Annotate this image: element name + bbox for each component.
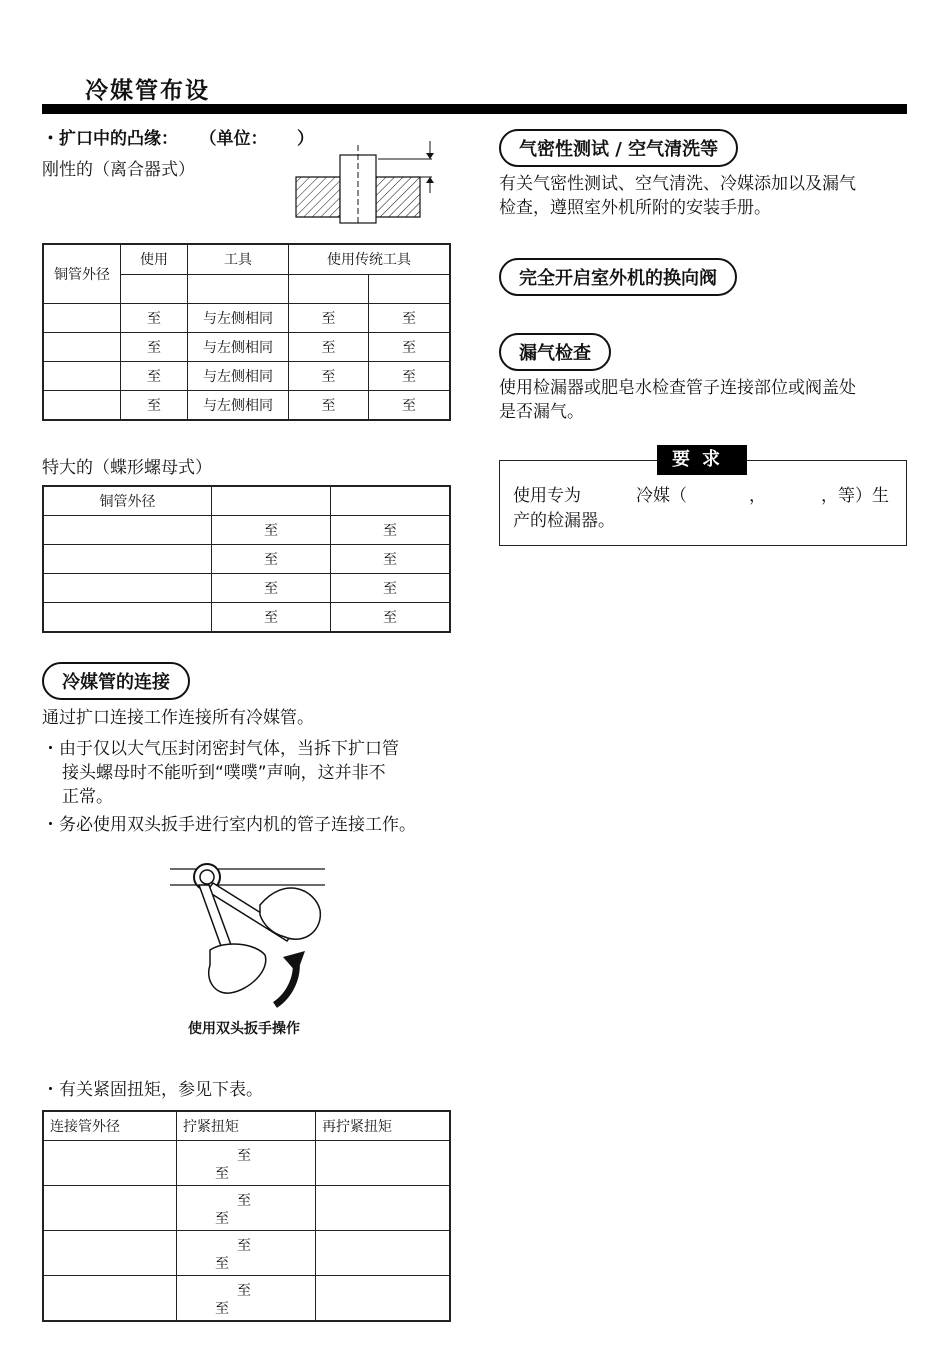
wrench-caption: 使用双头扳手操作 [188, 1021, 300, 1037]
leak-line1: 使用检漏器或肥皂水检查管子连接部位或阀盖处 [499, 378, 856, 398]
col-retighten-header: 再拧紧扭矩 [316, 1111, 451, 1141]
table-row: 至 至 [43, 1276, 450, 1322]
butterfly-nut-table [42, 485, 451, 633]
bullet1-line2: 接头螺母时不能听到“噗噗”声响，这并非不 [62, 763, 386, 783]
table-row: 至 至 [43, 1231, 450, 1276]
connection-intro: 通过扩口连接工作连接所有冷媒管。 [42, 708, 314, 728]
col-outer-header: 铜管外径 [43, 486, 212, 516]
col-outer-header: 连接管外径 [43, 1111, 177, 1141]
col-tighten-header: 拧紧扭矩 [177, 1111, 316, 1141]
airtight-heading: 气密性测试 / 空气清洗等 [499, 129, 738, 167]
torque-table [42, 1110, 451, 1322]
wrench-illustration [165, 855, 335, 1010]
table-row: 至 与左侧相同 至 至 [43, 391, 450, 421]
table-row: 至 至 [43, 603, 450, 633]
table-row: 至 与左侧相同 至 至 [43, 333, 450, 362]
rigid-label: 刚性的（离合器式） [42, 160, 195, 180]
bullet2: ・务必使用双头扳手进行室内机的管子连接工作。 [42, 815, 416, 835]
table-row: 至 与左侧相同 至 至 [43, 362, 450, 391]
page-title: 冷媒管布设 [85, 78, 210, 104]
bullet1-line3: 正常。 [62, 787, 113, 807]
airtight-line2: 检查，遵照室外机所附的安装手册。 [499, 198, 771, 218]
leak-heading: 漏气检查 [499, 333, 611, 371]
table-row: 至 与左侧相同 至 至 [43, 304, 450, 333]
flare-diagram [292, 135, 452, 235]
col-outer-header: 铜管外径 [43, 244, 121, 304]
flare-heading-label: ・扩口中的凸缘： [42, 129, 178, 149]
bullet1-line1: ・由于仅以大气压封闭密封气体，当拆下扩口管 [42, 739, 399, 759]
table-row: 至 至 [43, 516, 450, 545]
leak-line2: 是否漏气。 [499, 402, 584, 422]
table-row: 至 至 [43, 1186, 450, 1231]
col-tool-header: 工具 [188, 244, 289, 274]
unit-close: ） [297, 129, 314, 149]
valve-heading: 完全开启室外机的换向阀 [499, 258, 737, 296]
table2-label: 特大的（蝶形螺母式） [42, 458, 212, 478]
connection-heading: 冷媒管的连接 [42, 662, 190, 700]
col-use-header: 使用 [121, 244, 188, 274]
table-row: 至 至 [43, 574, 450, 603]
requirement-tag: 要求 [657, 445, 747, 475]
requirement-text: 使用专为 冷媒（ ， ，等）生 产的检漏器。 [513, 486, 889, 531]
table-row: 至 至 [43, 1141, 450, 1186]
torque-intro: ・有关紧固扭矩，参见下表。 [42, 1080, 263, 1100]
table-row: 至 至 [43, 545, 450, 574]
flare-table [42, 243, 451, 421]
title-rule [42, 104, 907, 114]
col-conventional-header: 使用传统工具 [289, 244, 451, 274]
unit-label: （单位： [208, 129, 259, 149]
flare-heading [42, 124, 314, 149]
airtight-line1: 有关气密性测试、空气清洗、冷媒添加以及漏气 [499, 174, 856, 194]
